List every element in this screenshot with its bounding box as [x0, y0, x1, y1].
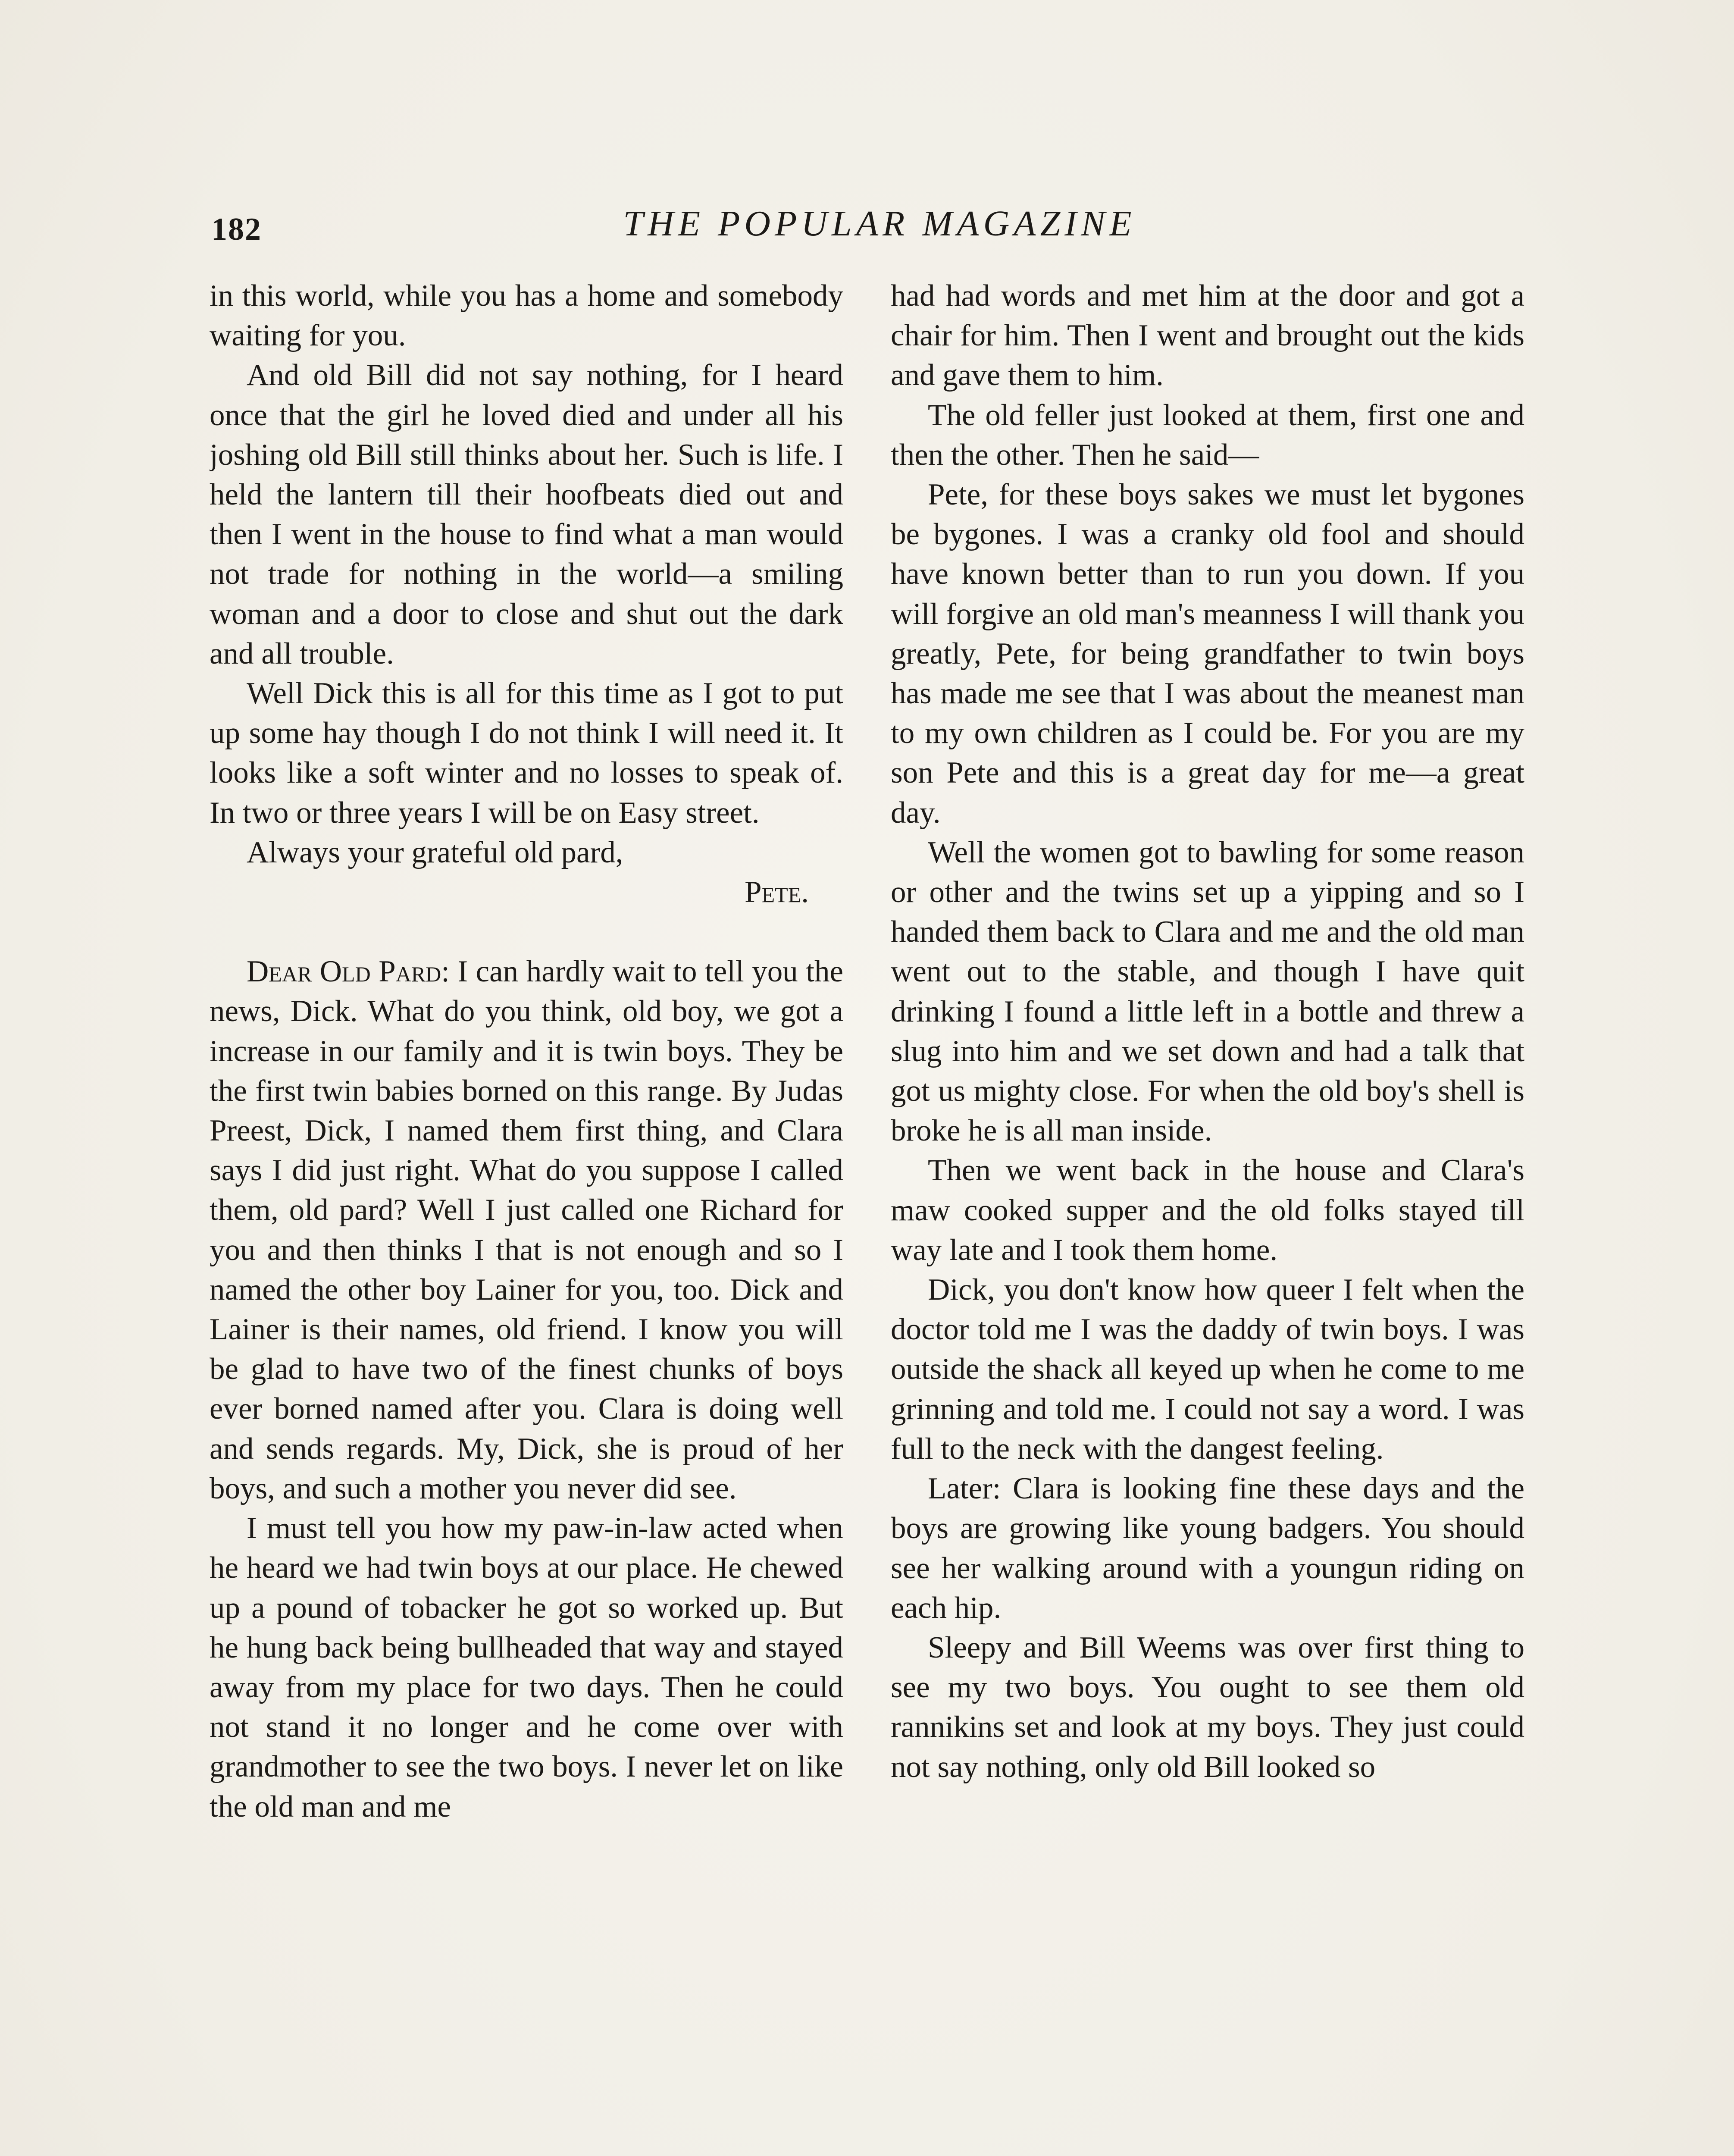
paragraph: Sleepy and Bill Weems was over first thing to see my two boys. You ought to see them old rannikins set and look at my boys. They just could not say nothing, only old Bill looked so	[891, 1630, 1524, 1784]
letter-signature: Pete.	[745, 875, 809, 909]
paragraph: I must tell you how my paw-in-law acted when he heard we had twin boys at our place. He chewed up a pound of tobacker he got so worked up. But he hung back being bullheaded that way and stayed away from my place for two days. Then he could not stand it no longer and he come over with grandmother to see the two boys. I never let on like the old man and me	[210, 1511, 843, 1824]
paragraph: Well the women got to bawling for some reason or other and the twins set up a yipping and so I handed them back to Clara and me and the old man went out to the stable, and though I have quit drinking I found a little left in a bottle and threw a slug into him and we set down and had a talk that got us mighty close. For when the old boy's shell is broke he is all man inside.	[891, 835, 1524, 1148]
paragraph: The old feller just looked at them, first one and then the other. Then he said—	[891, 398, 1524, 472]
paragraph: Later: Clara is looking fine these days and the boys are growing like young badgers. You should see her walking around with a youngun riding on each hip.	[891, 1472, 1524, 1625]
paragraph: Then we went back in the house and Clara's maw cooked supper and the old folks stayed till way late and I took them home.	[891, 1153, 1524, 1267]
paragraph: had had words and met him at the door and got a chair for him. Then I went and brought out the kids and gave them to him.	[891, 279, 1524, 392]
page-header	[211, 203, 1548, 254]
paragraph: Pete, for these boys sakes we must let bygones be bygones. I was a cranky old fool and should have known better than to run you down. If you will forgive an old man's meanness I will thank you greatly, Pete, for being grandfather to twin boys has made me see that I was about the meanest man to my own children as I could be. For you are my son Pete and this is a great day for me—a great day.	[891, 478, 1524, 830]
letter-closing: Always your grateful old pard,	[247, 835, 623, 869]
right-column	[891, 276, 1524, 2156]
paragraph-text: I can hardly wait to tell you the news, Dick. What do you think, old boy, we got a increase in our family and it is twin boys. They be the first twin babies borned on this range. By Judas Preest, Dick, I named them first thing, and Clara says I did just right. What do you suppose I called them, old pard? Well I just called one Richard for you and then thinks I that is not enough and so I named the other boy Lainer for you, too. Dick and Lainer is their names, old friend. I know you will be glad to have two of the finest chunks of boys ever borned named after you. Clara is doing well and sends regards. My, Dick, she is proud of her boys, and such a mother you never did see.	[210, 955, 843, 1505]
paragraph	[210, 952, 843, 1508]
paragraph: And old Bill did not say nothing, for I heard once that the girl he loved died and under all his joshing old Bill still thinks about her. Such is life. I held the lantern till their hoofbeats died out and then I went in the house to find what a man would not trade for nothing in the world—a smiling woman and a door to close and shut out the dark and all trouble.	[210, 358, 843, 671]
letter-salutation: Dear Old Pard:	[247, 955, 450, 989]
page-number: 182	[211, 212, 262, 247]
paragraph: in this world, while you has a home and somebody waiting for you.	[210, 279, 843, 353]
running-title: THE POPULAR MAGAZINE	[623, 204, 1136, 244]
paragraph: Well Dick this is all for this time as I got to put up some hay though I do not think I will need it. It looks like a soft winter and no losses to speak of. In two or three years I will be on Easy street.	[210, 677, 843, 830]
text-columns	[210, 276, 1524, 2156]
paragraph: Dick, you don't know how queer I felt when the doctor told me I was the daddy of twin boys. I was outside the shack all keyed up when he come to me grinning and told me. I could not say a word. I was full to the neck with the dangest feeling.	[891, 1273, 1524, 1466]
left-column	[210, 276, 843, 2156]
